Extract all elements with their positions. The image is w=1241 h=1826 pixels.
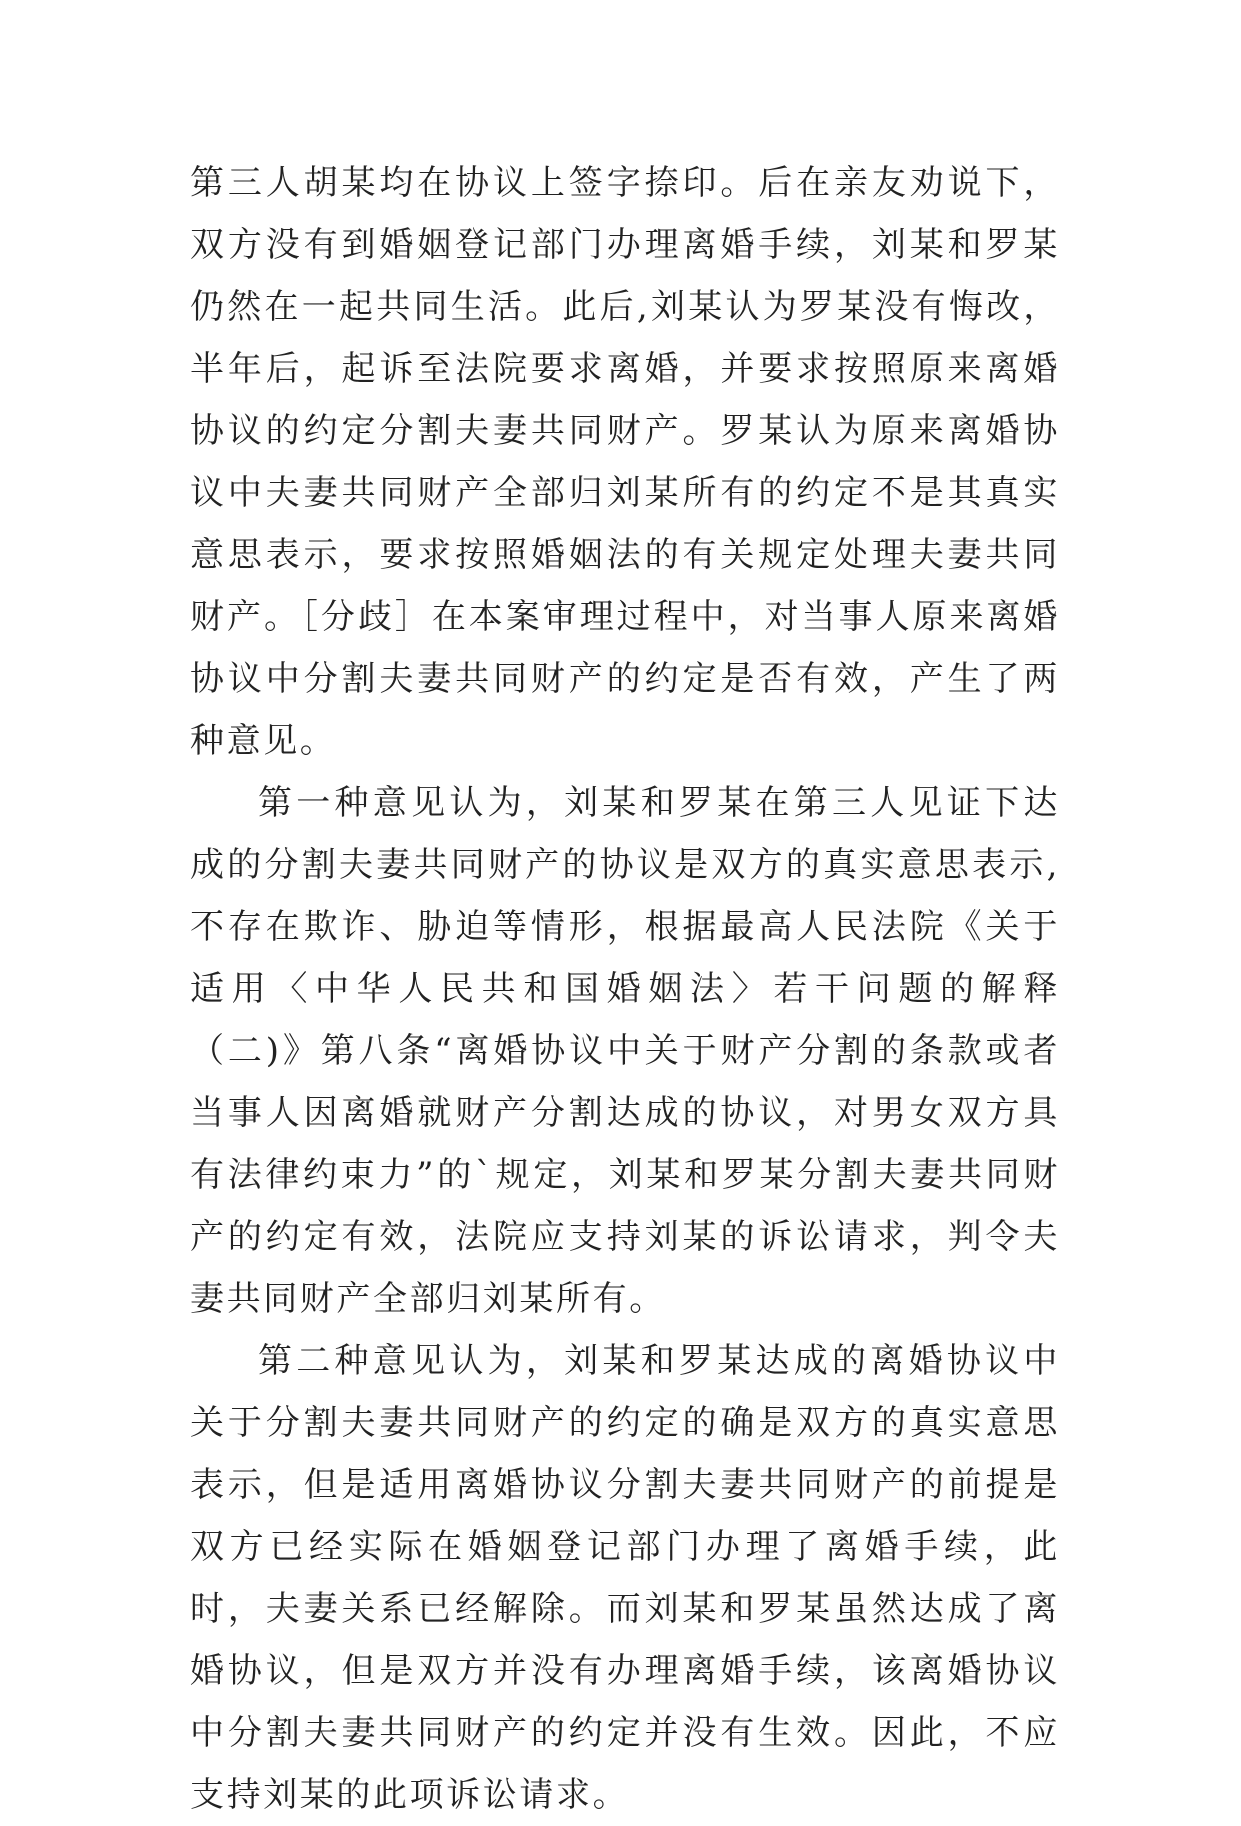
document-body <box>190 152 1060 1826</box>
paragraph-second-opinion: 第二种意见认为，刘某和罗某达成的离婚协议中关于分割夫妻共同财产的约定的确是双方的真实意思表示，但是适用离婚协议分割夫妻共同财产的前提是双方已经实际在婚姻登记部门办理了离婚手续，此时，夫妻关系已经解除。而刘某和罗某虽然达成了离婚协议，但是双方并没有办理离婚手续，该离婚协议中分割夫妻共同财产的约定并没有生效。因此，不应支持刘某的此项诉讼请求。 <box>190 1341 1060 1815</box>
paragraph-first-opinion: 第一种意见认为，刘某和罗某在第三人见证下达成的分割夫妻共同财产的协议是双方的真实意思表示,不存在欺诈、胁迫等情形，根据最高人民法院《关于适用〈中华人民共和国婚姻法〉若干问题的解释（二)》第八条“离婚协议中关于财产分割的条款或者当事人因离婚就财产分割达成的协议，对男女双方具有法律约束力”的`规定，刘某和罗某分割夫妻共同财产的约定有效，法院应支持刘某的诉讼请求，判令夫妻共同财产全部归刘某所有。 <box>190 783 1060 1319</box>
paragraph-case-facts: 第三人胡某均在协议上签字捺印。后在亲友劝说下，双方没有到婚姻登记部门办理离婚手续，刘某和罗某仍然在一起共同生活。此后,刘某认为罗某没有悔改，半年后，起诉至法院要求离婚，并要求按照原来离婚协议的约定分割夫妻共同财产。罗某认为原来离婚协议中夫妻共同财产全部归刘某所有的约定不是其真实意思表示，要求按照婚姻法的有关规定处理夫妻共同财产。［分歧］在本案审理过程中，对当事人原来离婚协议中分割夫妻共同财产的约定是否有效，产生了两种意见。 <box>190 163 1060 761</box>
